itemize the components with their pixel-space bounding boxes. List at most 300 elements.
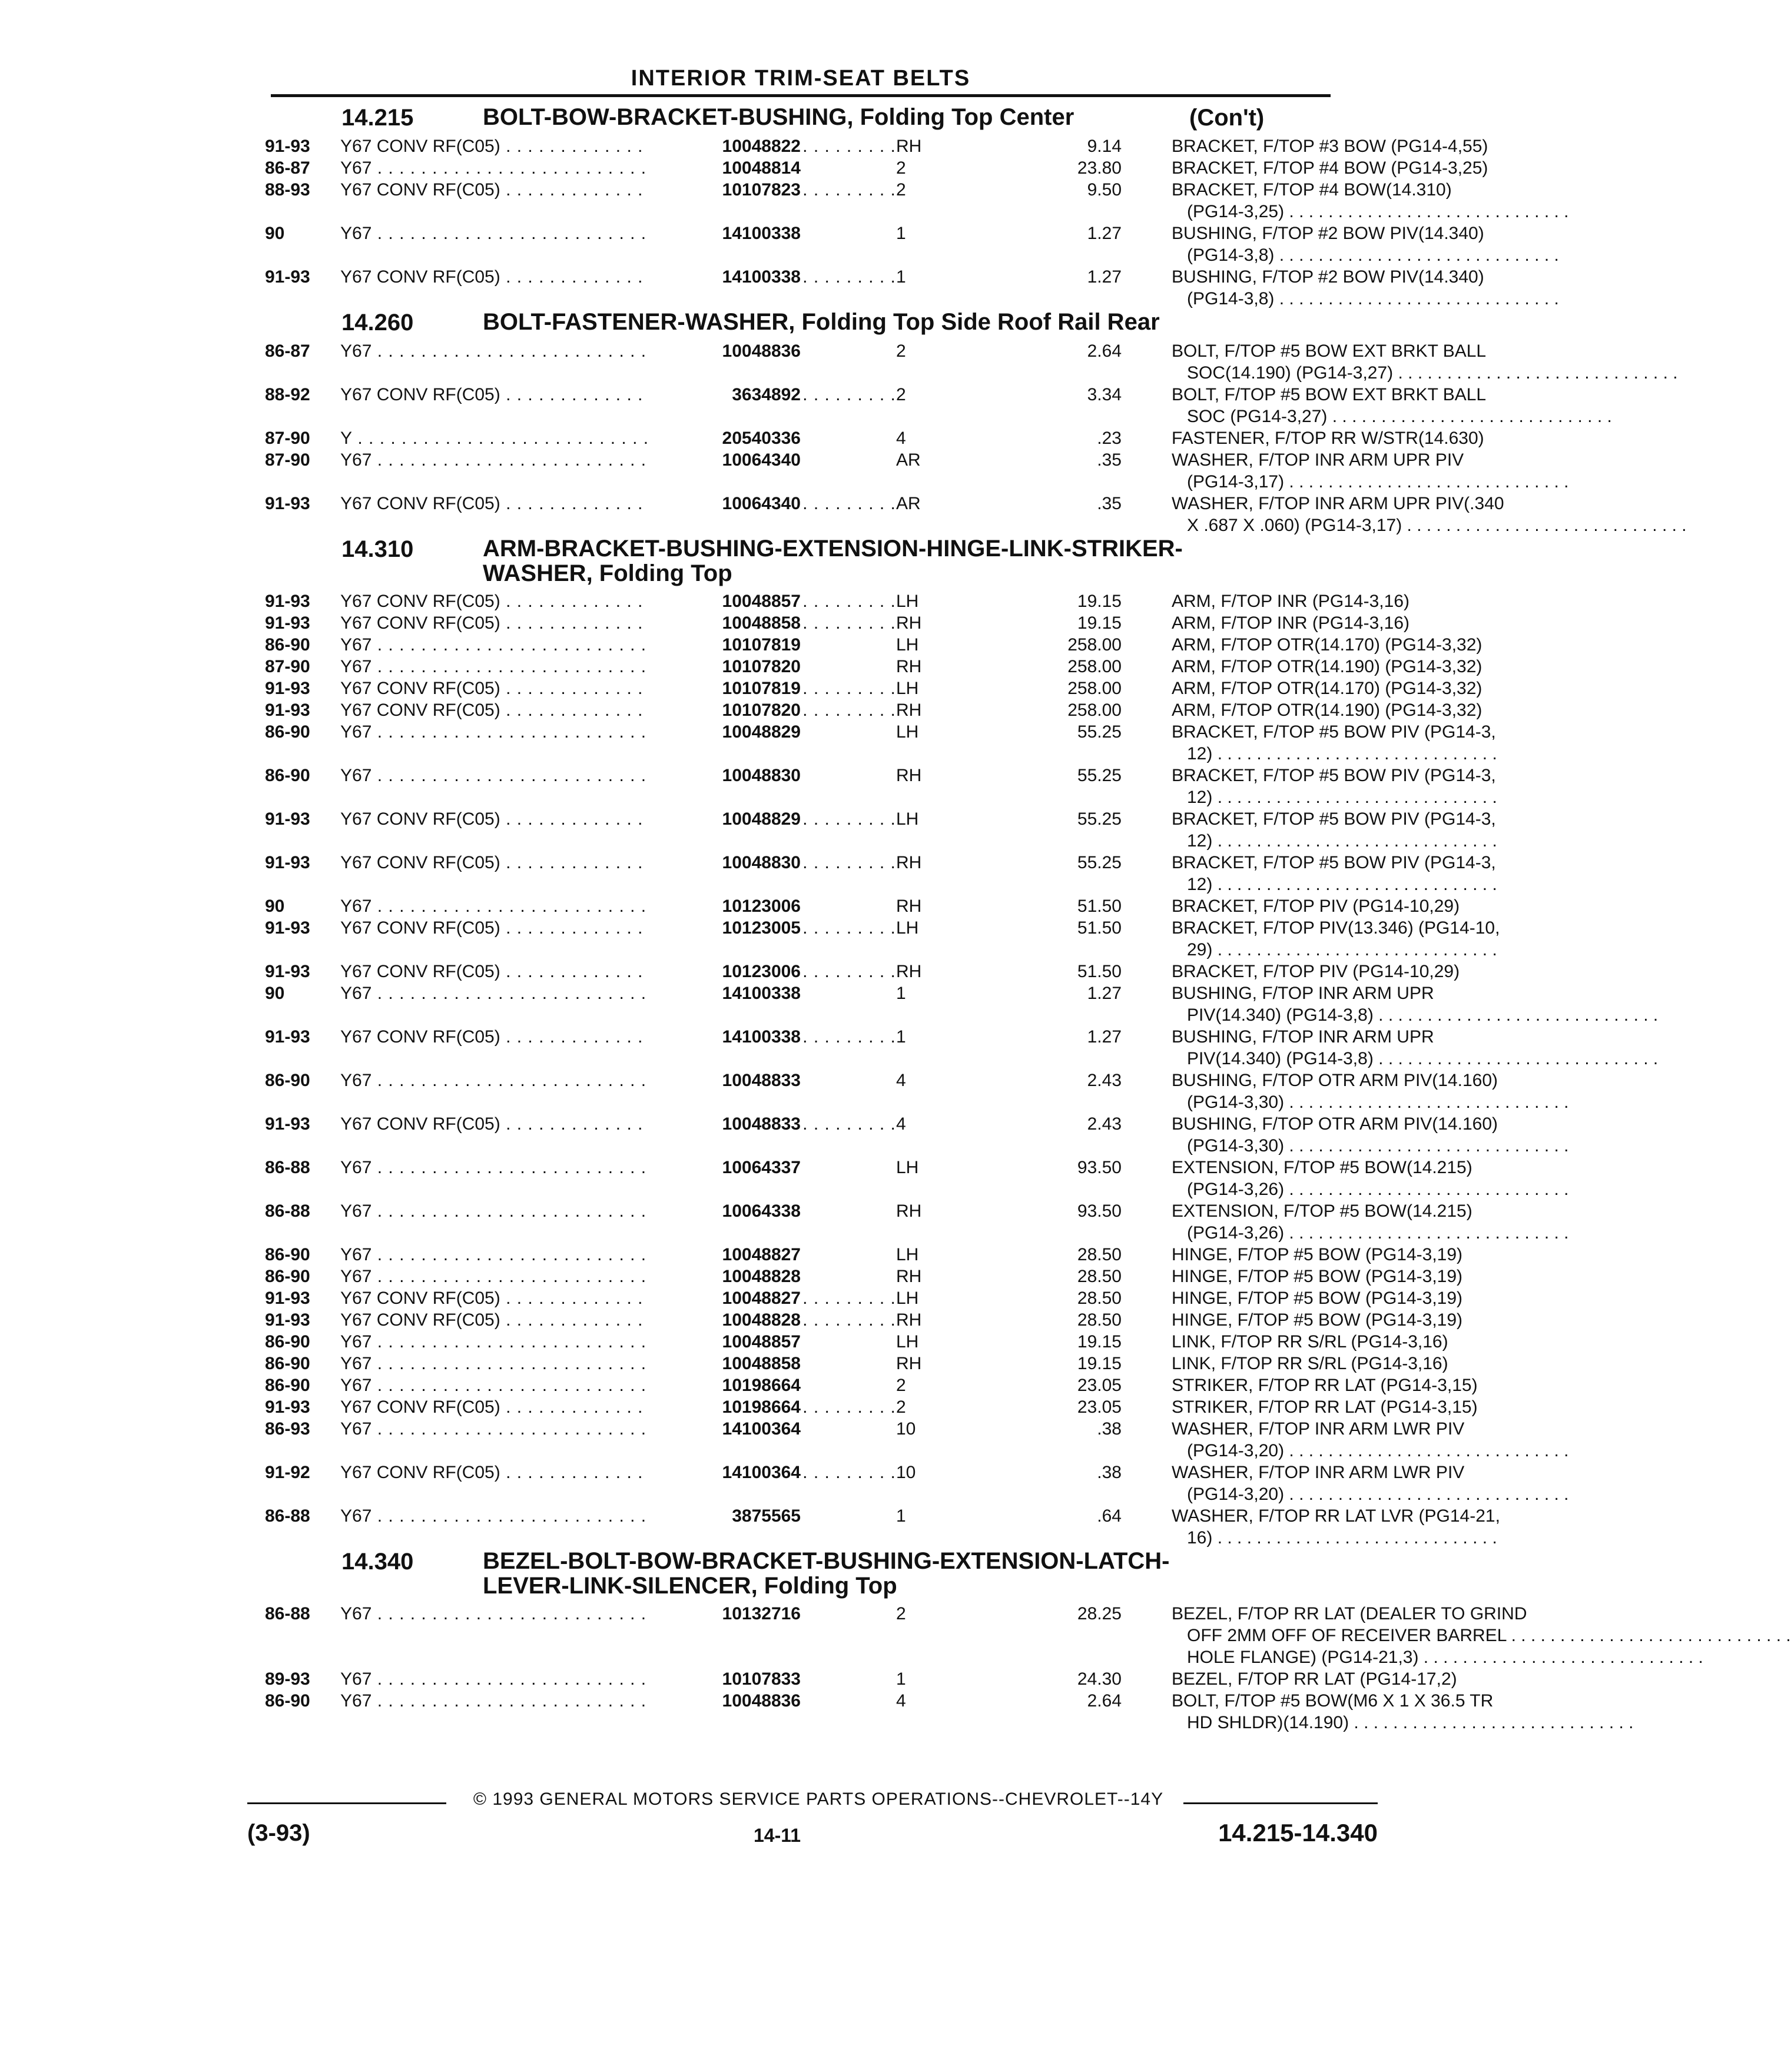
section-14-215 xyxy=(265,104,1488,310)
model-code: Y67 CONV RF(C05) . . . xyxy=(340,493,646,514)
quantity: RH xyxy=(896,1267,922,1286)
description-line: BUSHING, F/TOP INR ARM UPR xyxy=(1172,984,1434,1003)
part-row xyxy=(265,721,1496,765)
model-code: Y67 . . . xyxy=(340,982,646,1004)
model-code: Y67 CONV RF(C05) . . . xyxy=(340,1462,646,1483)
part-number: 10132716 xyxy=(648,1603,801,1625)
section-title-line: BOLT-BOW-BRACKET-BUSHING, Folding Top Center xyxy=(483,104,1074,130)
description-line: BRACKET, F/TOP #4 BOW(14.310) xyxy=(1172,180,1452,200)
part-description xyxy=(1172,1690,1494,1734)
quantity: 10 xyxy=(896,1463,916,1482)
part-row xyxy=(265,1200,1472,1244)
model-years: 91-93 xyxy=(265,267,310,287)
part-number: 10048858 xyxy=(648,1353,801,1374)
description-continuation: (PG14-3,30) . . . xyxy=(1172,1091,1472,1113)
description-line: WASHER, F/TOP INR ARM LWR PIV xyxy=(1172,1463,1465,1482)
part-description xyxy=(1172,1331,1472,1353)
quantity: LH xyxy=(896,1289,919,1308)
description-continuation: 12) . . . xyxy=(1172,786,1472,808)
model-years: 86-90 xyxy=(265,635,310,655)
quantity: LH xyxy=(896,635,919,655)
model-code: Y67 CONV RF(C05) . . . xyxy=(340,961,646,982)
part-number: 14100338 xyxy=(648,982,801,1004)
parts-list xyxy=(265,104,1527,1734)
part-row xyxy=(265,656,1482,678)
description-line: BOLT, F/TOP #5 BOW EXT BRKT BALL xyxy=(1172,385,1487,404)
part-description xyxy=(1172,157,1488,179)
part-row xyxy=(265,1157,1472,1200)
quantity: 1 xyxy=(896,984,906,1003)
model-code: Y67 . . . xyxy=(340,223,646,244)
model-code: Y67 . . . xyxy=(340,1244,646,1266)
section-number: 14.260 xyxy=(341,310,414,336)
part-row xyxy=(265,1244,1463,1266)
description-line: WASHER, F/TOP INR ARM LWR PIV xyxy=(1172,1419,1465,1439)
description-line: BRACKET, F/TOP PIV (PG14-10,29) xyxy=(1172,896,1460,916)
part-number: 10048814 xyxy=(648,157,801,179)
footer-rule-right xyxy=(1183,1802,1378,1804)
quantity: 2 xyxy=(896,385,906,404)
description-line: ARM, F/TOP OTR(14.170) (PG14-3,32) xyxy=(1172,635,1482,655)
section-title-line-2: WASHER, Folding Top xyxy=(483,560,732,586)
part-number: 10107819 xyxy=(648,634,801,656)
part-row xyxy=(265,699,1482,721)
part-row xyxy=(265,1070,1498,1113)
quantity: LH xyxy=(896,918,919,938)
part-row xyxy=(265,157,1488,179)
part-description xyxy=(1172,223,1484,266)
part-number: 10064340 xyxy=(648,449,801,471)
price: 3.34 xyxy=(1087,385,1122,404)
model-years: 91-93 xyxy=(265,918,310,938)
model-code: Y67 . . . xyxy=(340,340,646,362)
part-row xyxy=(265,1026,1434,1070)
model-years: 86-90 xyxy=(265,1245,310,1264)
quantity: 2 xyxy=(896,1397,906,1417)
quantity: RH xyxy=(896,766,922,785)
page-header xyxy=(271,1,1331,95)
part-row xyxy=(265,1505,1500,1549)
part-description xyxy=(1172,961,1472,982)
model-years: 86-87 xyxy=(265,341,310,361)
model-years: 91-93 xyxy=(265,1289,310,1308)
description-continuation: X .687 X .060) (PG14-3,17) . . . xyxy=(1172,514,1472,536)
description-continuation: SOC(14.190) (PG14-3,27) . . . xyxy=(1172,362,1472,384)
part-number: 10048857 xyxy=(648,1331,801,1353)
model-code: Y67 . . . xyxy=(340,634,646,656)
description-line: EXTENSION, F/TOP #5 BOW(14.215) xyxy=(1172,1201,1472,1221)
quantity: RH xyxy=(896,700,922,720)
quantity: 1 xyxy=(896,1669,906,1689)
part-number: 10048829 xyxy=(648,721,801,743)
model-code: Y67 . . . xyxy=(340,765,646,786)
model-years: 87-90 xyxy=(265,450,310,470)
price: 51.50 xyxy=(1077,896,1122,916)
quantity: 4 xyxy=(896,429,906,448)
model-code: Y67 . . . xyxy=(340,1418,646,1440)
part-row xyxy=(265,895,1460,917)
part-row xyxy=(265,384,1487,427)
price: 19.15 xyxy=(1077,592,1122,611)
price: 19.15 xyxy=(1077,613,1122,633)
section-title xyxy=(483,1549,1484,1598)
quantity: 2 xyxy=(896,1604,906,1623)
part-row xyxy=(265,340,1487,384)
section-title-line: ARM-BRACKET-BUSHING-EXTENSION-HINGE-LINK-STRIKER- xyxy=(483,536,1183,562)
part-row xyxy=(265,1113,1498,1157)
model-code: Y67 . . . xyxy=(340,1374,646,1396)
part-description xyxy=(1172,1113,1498,1157)
model-years: 91-93 xyxy=(265,137,310,156)
price: 2.43 xyxy=(1087,1114,1122,1134)
model-code: Y67 CONV RF(C05) . . . xyxy=(340,135,646,157)
part-number: 10048833 xyxy=(648,1070,801,1091)
model-code: Y67 CONV RF(C05) . . . xyxy=(340,699,646,721)
quantity: 4 xyxy=(896,1114,906,1134)
model-code: Y67 . . . xyxy=(340,1331,646,1353)
description-line: ARM, F/TOP OTR(14.170) (PG14-3,32) xyxy=(1172,679,1482,698)
description-line: HINGE, F/TOP #5 BOW (PG14-3,19) xyxy=(1172,1245,1463,1264)
price: 24.30 xyxy=(1077,1669,1122,1689)
description-line: BUSHING, F/TOP INR ARM UPR xyxy=(1172,1027,1434,1047)
quantity: 2 xyxy=(896,180,906,200)
quantity: LH xyxy=(896,722,919,742)
part-number: 10123006 xyxy=(648,895,801,917)
part-description xyxy=(1172,765,1496,808)
description-continuation: OFF 2MM OFF OF RECEIVER BARREL . . . xyxy=(1172,1625,1472,1646)
quantity: RH xyxy=(896,613,922,633)
footer-revision-date: (3-93) xyxy=(247,1820,310,1846)
part-description xyxy=(1172,135,1488,157)
footer-page-number: 14-11 xyxy=(754,1825,801,1846)
model-code: Y67 . . . xyxy=(340,895,646,917)
quantity: AR xyxy=(896,450,921,470)
description-line: BRACKET, F/TOP PIV (PG14-10,29) xyxy=(1172,962,1460,981)
part-description xyxy=(1172,1070,1498,1113)
price: 23.80 xyxy=(1077,158,1122,178)
description-line: WASHER, F/TOP INR ARM UPR PIV(.340 xyxy=(1172,494,1504,513)
description-line: ARM, F/TOP OTR(14.190) (PG14-3,32) xyxy=(1172,657,1482,676)
price: 258.00 xyxy=(1067,635,1122,655)
part-description xyxy=(1172,1418,1472,1462)
model-code: Y67 CONV RF(C05) . . . xyxy=(340,1113,646,1135)
section-title xyxy=(483,536,1484,586)
description-continuation: HD SHLDR)(14.190) . . . xyxy=(1172,1712,1472,1734)
part-row xyxy=(265,1374,1478,1396)
model-code: Y67 CONV RF(C05) . . . xyxy=(340,1396,646,1418)
part-number: 10048858 xyxy=(648,612,801,634)
part-row xyxy=(265,1331,1448,1353)
description-line: BEZEL, F/TOP RR LAT (PG14-17,2) xyxy=(1172,1669,1457,1689)
section-title-line-2: LEVER-LINK-SILENCER, Folding Top xyxy=(483,1573,897,1599)
description-continuation: HOLE FLANGE) (PG14-21,3) . . . xyxy=(1172,1646,1472,1668)
model-years: 87-90 xyxy=(265,429,310,448)
part-description xyxy=(1172,678,1482,699)
model-years: 91-93 xyxy=(265,1114,310,1134)
description-line: FASTENER, F/TOP RR W/STR(14.630) xyxy=(1172,429,1484,448)
part-number: 10048828 xyxy=(648,1309,801,1331)
part-row xyxy=(265,449,1464,493)
part-description xyxy=(1172,384,1487,427)
part-row xyxy=(265,1690,1494,1734)
price: 1.27 xyxy=(1087,984,1122,1003)
quantity: 2 xyxy=(896,1376,906,1395)
quantity: RH xyxy=(896,1201,922,1221)
part-description xyxy=(1172,852,1496,895)
quantity: 1 xyxy=(896,1506,906,1526)
description-line: WASHER, F/TOP RR LAT LVR (PG14-21, xyxy=(1172,1506,1500,1526)
part-row xyxy=(265,852,1496,895)
part-description xyxy=(1172,1157,1472,1200)
part-row xyxy=(265,634,1482,656)
part-number: 3634892 xyxy=(648,384,801,406)
price: 28.50 xyxy=(1077,1289,1122,1308)
part-number: 10107833 xyxy=(648,1668,801,1690)
part-number: 10048830 xyxy=(648,765,801,786)
price: 258.00 xyxy=(1067,657,1122,676)
part-number: 14100364 xyxy=(648,1462,801,1483)
part-description xyxy=(1172,634,1482,656)
quantity: 4 xyxy=(896,1071,906,1090)
model-code: Y67 . . . xyxy=(340,1690,646,1712)
price: 258.00 xyxy=(1067,679,1122,698)
part-number: 10107820 xyxy=(648,656,801,678)
section-14-340 xyxy=(265,1548,1527,1734)
part-number: 14100338 xyxy=(648,266,801,288)
model-code: Y67 CONV RF(C05) . . . xyxy=(340,852,646,874)
part-description xyxy=(1172,1396,1478,1418)
section-heading xyxy=(265,105,1372,135)
part-description xyxy=(1172,1505,1500,1549)
part-number: 10198664 xyxy=(648,1374,801,1396)
model-years: 91-93 xyxy=(265,962,310,981)
quantity: RH xyxy=(896,962,922,981)
description-line: BRACKET, F/TOP #3 BOW (PG14-4,55) xyxy=(1172,137,1488,156)
price: 2.43 xyxy=(1087,1071,1122,1090)
section-title-line: BOLT-FASTENER-WASHER, Folding Top Side Roof Rail Rear xyxy=(483,309,1160,335)
part-number: 10048827 xyxy=(648,1244,801,1266)
part-description xyxy=(1172,1668,1472,1690)
part-row xyxy=(265,808,1496,852)
model-years: 91-93 xyxy=(265,1310,310,1330)
model-years: 86-88 xyxy=(265,1201,310,1221)
model-years: 91-93 xyxy=(265,853,310,872)
part-number: 10048836 xyxy=(648,1690,801,1712)
description-line: ARM, F/TOP OTR(14.190) (PG14-3,32) xyxy=(1172,700,1482,720)
part-number: 14100338 xyxy=(648,223,801,244)
price: 19.15 xyxy=(1077,1332,1122,1352)
part-number: 10064338 xyxy=(648,1200,801,1222)
price: 19.15 xyxy=(1077,1354,1122,1373)
model-years: 91-93 xyxy=(265,1027,310,1047)
model-years: 91-93 xyxy=(265,700,310,720)
description-line: LINK, F/TOP RR S/RL (PG14-3,16) xyxy=(1172,1332,1448,1352)
part-row xyxy=(265,1603,1527,1668)
part-number: 10048827 xyxy=(648,1287,801,1309)
part-row xyxy=(265,1287,1463,1309)
part-description xyxy=(1172,449,1472,493)
description-continuation: 29) . . . xyxy=(1172,939,1472,961)
quantity: RH xyxy=(896,853,922,872)
model-years: 86-90 xyxy=(265,722,310,742)
part-row xyxy=(265,223,1484,266)
model-years: 90 xyxy=(265,224,285,243)
part-description xyxy=(1172,179,1472,223)
part-row xyxy=(265,1396,1478,1418)
section-number: 14.310 xyxy=(341,536,414,562)
part-description xyxy=(1172,1353,1472,1374)
price: .35 xyxy=(1097,494,1122,513)
price: 28.50 xyxy=(1077,1310,1122,1330)
model-code: Y67 CONV RF(C05) . . . xyxy=(340,808,646,830)
price: 1.27 xyxy=(1087,1027,1122,1047)
description-line: BUSHING, F/TOP #2 BOW PIV(14.340) xyxy=(1172,224,1484,243)
price: 23.05 xyxy=(1077,1397,1122,1417)
page-footer xyxy=(247,1789,1378,1860)
section-title-line: BEZEL-BOLT-BOW-BRACKET-BUSHING-EXTENSION-LATCH- xyxy=(483,1548,1170,1574)
part-number: 10048829 xyxy=(648,808,801,830)
description-continuation: (PG14-3,20) . . . xyxy=(1172,1483,1472,1505)
part-description xyxy=(1172,895,1472,917)
model-code: Y67 CONV RF(C05) . . . xyxy=(340,1287,646,1309)
part-row xyxy=(265,590,1409,612)
quantity: 10 xyxy=(896,1419,916,1439)
model-code: Y67 . . . xyxy=(340,1603,646,1625)
description-continuation: (PG14-3,20) . . . xyxy=(1172,1440,1472,1462)
quantity: 1 xyxy=(896,1027,906,1047)
part-description xyxy=(1172,1026,1472,1070)
quantity: LH xyxy=(896,1245,919,1264)
description-line: EXTENSION, F/TOP #5 BOW(14.215) xyxy=(1172,1158,1472,1177)
model-years: 91-92 xyxy=(265,1463,310,1482)
model-code: Y67 . . . xyxy=(340,1200,646,1222)
part-description xyxy=(1172,1374,1478,1396)
description-line: BRACKET, F/TOP #4 BOW (PG14-3,25) xyxy=(1172,158,1488,178)
part-description xyxy=(1172,917,1500,961)
part-row xyxy=(265,982,1434,1026)
description-continuation: 12) . . . xyxy=(1172,830,1472,852)
description-continuation: (PG14-3,26) . . . xyxy=(1172,1178,1472,1200)
price: 93.50 xyxy=(1077,1158,1122,1177)
description-line: ARM, F/TOP INR (PG14-3,16) xyxy=(1172,613,1409,633)
description-line: STRIKER, F/TOP RR LAT (PG14-3,15) xyxy=(1172,1397,1478,1417)
description-line: HINGE, F/TOP #5 BOW (PG14-3,19) xyxy=(1172,1267,1463,1286)
part-description xyxy=(1172,612,1472,634)
part-number: 10048857 xyxy=(648,590,801,612)
model-code: Y67 CONV RF(C05) . . . xyxy=(340,590,646,612)
model-years: 86-90 xyxy=(265,1071,310,1090)
model-years: 86-90 xyxy=(265,1376,310,1395)
quantity: LH xyxy=(896,592,919,611)
part-description xyxy=(1172,699,1482,721)
model-years: 91-93 xyxy=(265,679,310,698)
section-heading xyxy=(265,536,1372,590)
part-description xyxy=(1172,427,1484,449)
description-line: BOLT, F/TOP #5 BOW(M6 X 1 X 36.5 TR xyxy=(1172,1691,1494,1711)
price: 51.50 xyxy=(1077,962,1122,981)
part-description xyxy=(1172,340,1487,384)
quantity: 1 xyxy=(896,224,906,243)
price: 93.50 xyxy=(1077,1201,1122,1221)
quantity: LH xyxy=(896,1332,919,1352)
part-description xyxy=(1172,1287,1472,1309)
price: 1.27 xyxy=(1087,224,1122,243)
part-number: 10048828 xyxy=(648,1266,801,1287)
section-title xyxy=(483,105,1484,130)
part-row xyxy=(265,1418,1465,1462)
part-row xyxy=(265,1668,1457,1690)
part-row xyxy=(265,493,1504,536)
page-title: INTERIOR TRIM-SEAT BELTS xyxy=(631,66,971,91)
description-continuation: (PG14-3,30) . . . xyxy=(1172,1135,1472,1157)
description-line: BRACKET, F/TOP #5 BOW PIV (PG14-3, xyxy=(1172,722,1496,742)
description-line: HINGE, F/TOP #5 BOW (PG14-3,19) xyxy=(1172,1310,1463,1330)
part-number: 10198664 xyxy=(648,1396,801,1418)
model-code: Y67 . . . xyxy=(340,1157,646,1178)
part-description xyxy=(1172,1603,1527,1668)
model-code: Y67 CONV RF(C05) . . . xyxy=(340,384,646,406)
description-continuation: (PG14-3,25) . . . xyxy=(1172,201,1472,223)
model-code: Y67 CONV RF(C05) . . . xyxy=(340,612,646,634)
description-line: BRACKET, F/TOP #5 BOW PIV (PG14-3, xyxy=(1172,766,1496,785)
model-years: 88-92 xyxy=(265,385,310,404)
part-number: 10107823 xyxy=(648,179,801,201)
part-description xyxy=(1172,1309,1472,1331)
continued-label: (Con't) xyxy=(1189,105,1265,131)
quantity: LH xyxy=(896,809,919,829)
price: .38 xyxy=(1097,1419,1122,1439)
section-14-310 xyxy=(265,536,1500,1549)
model-years: 86-93 xyxy=(265,1419,310,1439)
quantity: 4 xyxy=(896,1691,906,1711)
model-code: Y67 . . . xyxy=(340,1668,646,1690)
part-description xyxy=(1172,721,1496,765)
quantity: RH xyxy=(896,137,922,156)
part-number: 10048836 xyxy=(648,340,801,362)
quantity: RH xyxy=(896,1310,922,1330)
quantity: 2 xyxy=(896,341,906,361)
part-row xyxy=(265,678,1482,699)
model-years: 87-90 xyxy=(265,657,310,676)
price: 2.64 xyxy=(1087,341,1122,361)
model-code: Y67 CONV RF(C05) . . . xyxy=(340,1026,646,1048)
model-code: Y67 CONV RF(C05) . . . xyxy=(340,266,646,288)
description-continuation: (PG14-3,8) . . . xyxy=(1172,244,1472,266)
description-line: HINGE, F/TOP #5 BOW (PG14-3,19) xyxy=(1172,1289,1463,1308)
part-description xyxy=(1172,808,1496,852)
model-code: Y67 . . . xyxy=(340,449,646,471)
description-line: BUSHING, F/TOP #2 BOW PIV(14.340) xyxy=(1172,267,1484,287)
description-continuation: 12) . . . xyxy=(1172,874,1472,895)
model-code: Y67 . . . xyxy=(340,1266,646,1287)
model-years: 88-93 xyxy=(265,180,310,200)
part-row xyxy=(265,917,1500,961)
part-description xyxy=(1172,1266,1472,1287)
part-number: 10064337 xyxy=(648,1157,801,1178)
quantity: LH xyxy=(896,1158,919,1177)
part-row xyxy=(265,765,1496,808)
description-continuation: (PG14-3,8) . . . xyxy=(1172,288,1472,310)
part-row xyxy=(265,179,1452,223)
model-years: 91-93 xyxy=(265,494,310,513)
description-continuation: 16) . . . xyxy=(1172,1527,1472,1549)
model-years: 86-90 xyxy=(265,1267,310,1286)
part-row xyxy=(265,135,1488,157)
part-number: 10064340 xyxy=(648,493,801,514)
model-code: Y67 . . . xyxy=(340,1070,646,1091)
section-14-260 xyxy=(265,309,1504,536)
price: .38 xyxy=(1097,1463,1122,1482)
